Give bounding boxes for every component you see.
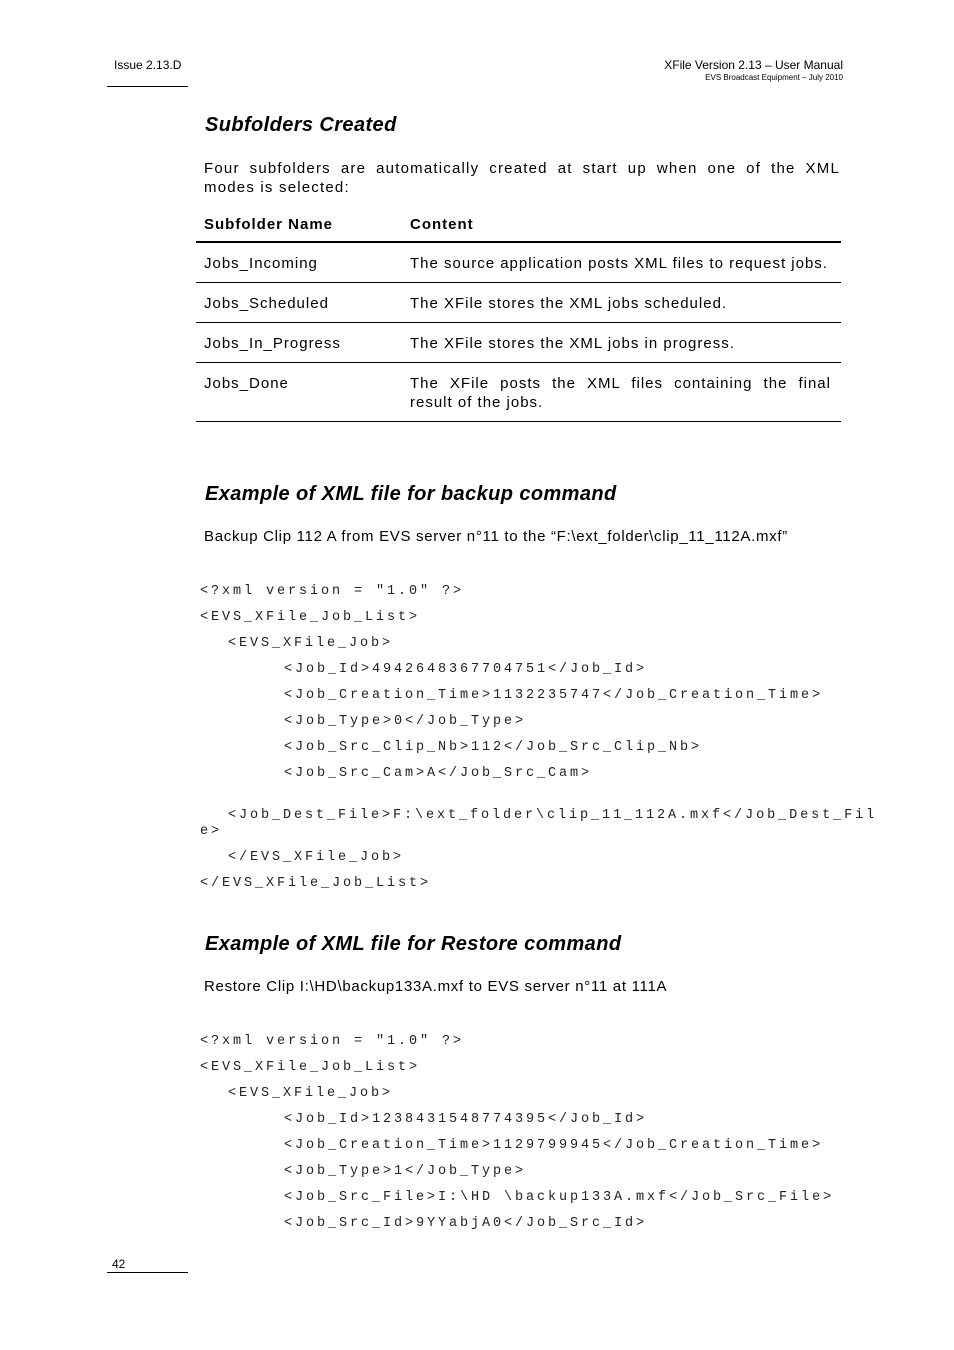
manual-subtitle: EVS Broadcast Equipment – July 2010 xyxy=(705,73,843,82)
table-cell-content: The source application posts XML files to request jobs. xyxy=(402,242,841,283)
code-line: </EVS_XFile_Job> xyxy=(228,850,405,865)
issue-label: Issue 2.13.D xyxy=(114,58,182,72)
code-line: <Job_Id>1238431548774395</Job_Id> xyxy=(284,1112,648,1127)
table-cell-name: Jobs_In_Progress xyxy=(196,323,402,363)
code-line: e> xyxy=(200,824,223,839)
table-cell-name: Jobs_Done xyxy=(196,363,402,422)
table-row xyxy=(196,283,841,323)
table-cell-content: The XFile stores the XML jobs scheduled. xyxy=(402,283,841,323)
header-rule xyxy=(107,86,188,87)
table-header-name: Subfolder Name xyxy=(196,210,402,242)
code-line: <EVS_XFile_Job> xyxy=(228,636,394,651)
table-cell-name: Jobs_Scheduled xyxy=(196,283,402,323)
code-line: <Job_Creation_Time>1132235747</Job_Creation_Time> xyxy=(284,688,824,703)
table-header-content: Content xyxy=(402,210,841,242)
backup-description: Backup Clip 112 A from EVS server n°11 to the “F:\ext_folder\clip_11_112A.mxf” xyxy=(204,528,788,545)
page-number: 42 xyxy=(112,1257,126,1271)
code-line: <?xml version = "1.0" ?> xyxy=(200,1034,465,1049)
code-line: <EVS_XFile_Job_List> xyxy=(200,610,421,625)
code-line: <EVS_XFile_Job> xyxy=(228,1086,394,1101)
section-heading-restore: Example of XML file for Restore command xyxy=(205,933,622,955)
code-line: <Job_Src_Id>9YYabjA0</Job_Src_Id> xyxy=(284,1216,648,1231)
restore-description: Restore Clip I:\HD\backup133A.mxf to EVS server n°11 at 111A xyxy=(204,978,668,995)
code-line: <Job_Id>4942648367704751</Job_Id> xyxy=(284,662,648,677)
table-cell-name: Jobs_Incoming xyxy=(196,242,402,283)
code-line: <Job_Src_Clip_Nb>112</Job_Src_Clip_Nb> xyxy=(284,740,703,755)
code-line: <Job_Src_File>I:\HD \backup133A.mxf</Job_Src_File> xyxy=(284,1190,835,1205)
code-line: <Job_Creation_Time>1129799945</Job_Creation_Time> xyxy=(284,1138,824,1153)
manual-title: XFile Version 2.13 – User Manual xyxy=(664,58,843,72)
table-row xyxy=(196,323,841,363)
subfolder-table xyxy=(196,210,841,422)
section-heading-subfolders: Subfolders Created xyxy=(205,114,397,136)
table-header-row xyxy=(196,210,841,242)
code-line: <Job_Type>1</Job_Type> xyxy=(284,1164,527,1179)
table-cell-content: The XFile stores the XML jobs in progress. xyxy=(402,323,841,363)
code-line: </EVS_XFile_Job_List> xyxy=(200,876,432,891)
table-row xyxy=(196,363,841,422)
footer-rule xyxy=(107,1272,188,1273)
section-heading-backup: Example of XML file for backup command xyxy=(205,483,617,505)
code-line: <Job_Src_Cam>A</Job_Src_Cam> xyxy=(284,766,593,781)
code-line: <Job_Dest_File>F:\ext_folder\clip_11_112A.mxf</Job_Dest_Fil xyxy=(228,808,878,823)
code-line: <?xml version = "1.0" ?> xyxy=(200,584,465,599)
section-intro: Four subfolders are automatically created at start up when one of the XML modes is selected: xyxy=(204,160,840,196)
table-cell-content: The XFile posts the XML files containing the final result of the jobs. xyxy=(402,363,841,422)
code-line: <EVS_XFile_Job_List> xyxy=(200,1060,421,1075)
table-row xyxy=(196,242,841,283)
code-line: <Job_Type>0</Job_Type> xyxy=(284,714,527,729)
